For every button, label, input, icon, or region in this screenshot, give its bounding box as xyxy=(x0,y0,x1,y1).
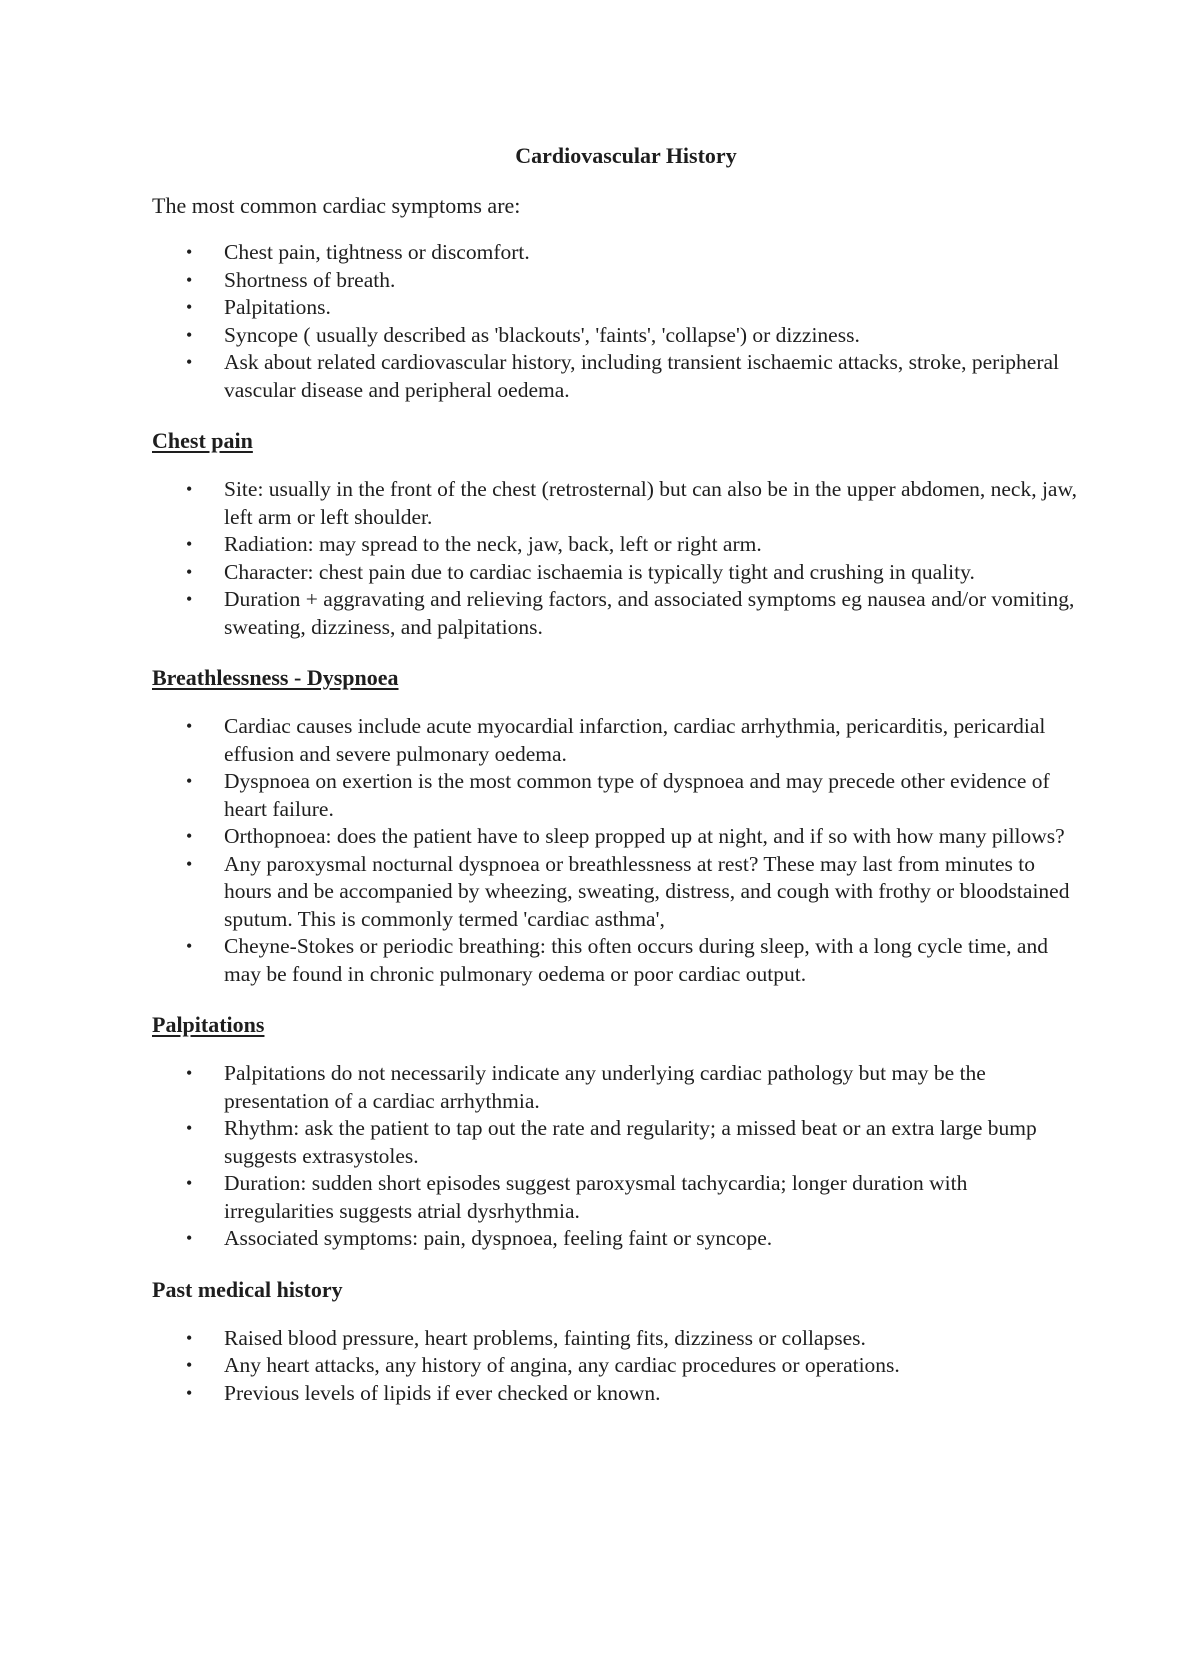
list-item xyxy=(152,823,1080,851)
bullet-icon: • xyxy=(186,1228,193,1248)
list-item-text: Orthopnoea: does the patient have to sleep propped up at night, and if so with how many pillows? xyxy=(224,824,1065,848)
bullet-icon: • xyxy=(186,1063,193,1083)
bullet-icon: • xyxy=(186,1355,193,1375)
list-item xyxy=(152,1170,1080,1225)
breathlessness-list xyxy=(152,713,1080,988)
list-item xyxy=(152,586,1080,641)
bullet-icon: • xyxy=(186,297,193,317)
bullet-icon: • xyxy=(186,826,193,846)
list-item-text: Palpitations. xyxy=(224,295,331,319)
bullet-icon: • xyxy=(186,324,193,345)
bullet-icon: • xyxy=(186,771,193,791)
past-medical-history-list xyxy=(152,1325,1080,1408)
list-item xyxy=(152,267,1080,295)
list-item-text: Site: usually in the front of the chest (retrosternal) but can also be in the upper abdomen, neck, jaw, left arm or left shoulder. xyxy=(224,477,1077,529)
list-item-text: Duration + aggravating and relieving factors, and associated symptoms eg nausea and/or vomiting, sweating, dizziness, and palpitations. xyxy=(224,587,1075,639)
list-item-text: Previous levels of lipids if ever checked or known. xyxy=(224,1380,661,1405)
bullet-icon: • xyxy=(186,352,193,372)
palpitations-list xyxy=(152,1060,1080,1253)
bullet-icon: • xyxy=(186,269,193,290)
list-item-text: Cardiac causes include acute myocardial infarction, cardiac arrhythmia, pericarditis, pericardial effusion and severe pulmonary oedema. xyxy=(224,714,1046,766)
list-item-text: Any heart attacks, any history of angina, any cardiac procedures or operations. xyxy=(224,1353,900,1377)
list-item xyxy=(152,476,1080,531)
list-item-text: Cheyne-Stokes or periodic breathing: this often occurs during sleep, with a long cycle time, and may be found in chronic pulmonary oedema or poor cardiac output. xyxy=(224,934,1048,986)
list-item xyxy=(152,1060,1080,1115)
section-heading-chest-pain: Chest pain xyxy=(152,428,253,453)
bullet-icon: • xyxy=(186,1173,193,1193)
list-item xyxy=(152,1380,1080,1408)
section-heading-palpitations: Palpitations xyxy=(152,1012,265,1037)
section-heading-past-medical-history: Past medical history xyxy=(152,1276,343,1302)
bullet-icon: • xyxy=(186,1382,193,1403)
list-item xyxy=(152,933,1080,988)
list-item-text: Duration: sudden short episodes suggest paroxysmal tachycardia; longer duration with irregularities suggests atrial dysrhythmia. xyxy=(224,1171,968,1223)
list-item xyxy=(152,239,1080,267)
list-item-text: Palpitations do not necessarily indicate any underlying cardiac pathology but may be the presentation of a cardiac arrhythmia. xyxy=(224,1061,986,1113)
list-item-text: Syncope ( usually described as 'blackouts', 'faints', 'collapse') or dizziness. xyxy=(224,322,860,347)
bullet-icon: • xyxy=(186,1327,193,1348)
list-item-text: Shortness of breath. xyxy=(224,267,396,292)
list-item-text: Chest pain, tightness or discomfort. xyxy=(224,240,530,264)
list-item-text: Dyspnoea on exertion is the most common type of dyspnoea and may precede other evidence of heart failure. xyxy=(224,769,1050,821)
bullet-icon: • xyxy=(186,853,193,874)
list-item xyxy=(152,559,1080,587)
list-item xyxy=(152,1352,1080,1380)
list-item xyxy=(152,713,1080,768)
document-title: Cardiovascular History xyxy=(515,143,737,168)
list-item-text: Any paroxysmal nocturnal dyspnoea or breathlessness at rest? These may last from minutes to hours and be accompanied by wheezing, sweating, distress, and cough with frothy or bloodstained sputum. This is commonly termed 'cardiac asthma', xyxy=(224,851,1070,931)
list-item-text: Raised blood pressure, heart problems, fainting fits, dizziness or collapses. xyxy=(224,1325,866,1350)
list-item xyxy=(152,322,1080,350)
list-item-text: Ask about related cardiovascular history, including transient ischaemic attacks, stroke, peripheral vascular disease and peripheral oedema. xyxy=(224,350,1060,402)
list-item xyxy=(152,1325,1080,1353)
list-item xyxy=(152,851,1080,934)
bullet-icon: • xyxy=(186,561,193,582)
list-item xyxy=(152,768,1080,823)
list-item-text: Character: chest pain due to cardiac ischaemia is typically tight and crushing in quality. xyxy=(224,559,975,584)
list-item xyxy=(152,531,1080,559)
intro-text: The most common cardiac symptoms are: xyxy=(152,193,521,218)
list-item xyxy=(152,1115,1080,1170)
section-heading-breathlessness: Breathlessness - Dyspnoea xyxy=(152,665,399,690)
list-item-text: Rhythm: ask the patient to tap out the rate and regularity; a missed beat or an extra large bump suggests extrasystoles. xyxy=(224,1116,1037,1168)
bullet-icon: • xyxy=(186,534,193,554)
bullet-icon: • xyxy=(186,716,193,736)
list-item xyxy=(152,349,1080,404)
bullet-icon: • xyxy=(186,479,193,499)
bullet-icon: • xyxy=(186,936,193,956)
intro-list xyxy=(152,239,1080,404)
list-item-text: Radiation: may spread to the neck, jaw, back, left or right arm. xyxy=(224,532,762,556)
list-item-text: Associated symptoms: pain, dyspnoea, feeling faint or syncope. xyxy=(224,1226,773,1250)
bullet-icon: • xyxy=(186,589,193,609)
chest-pain-list xyxy=(152,476,1080,641)
bullet-icon: • xyxy=(186,242,193,262)
bullet-icon: • xyxy=(186,1118,193,1138)
list-item xyxy=(152,1225,1080,1253)
list-item xyxy=(152,294,1080,322)
